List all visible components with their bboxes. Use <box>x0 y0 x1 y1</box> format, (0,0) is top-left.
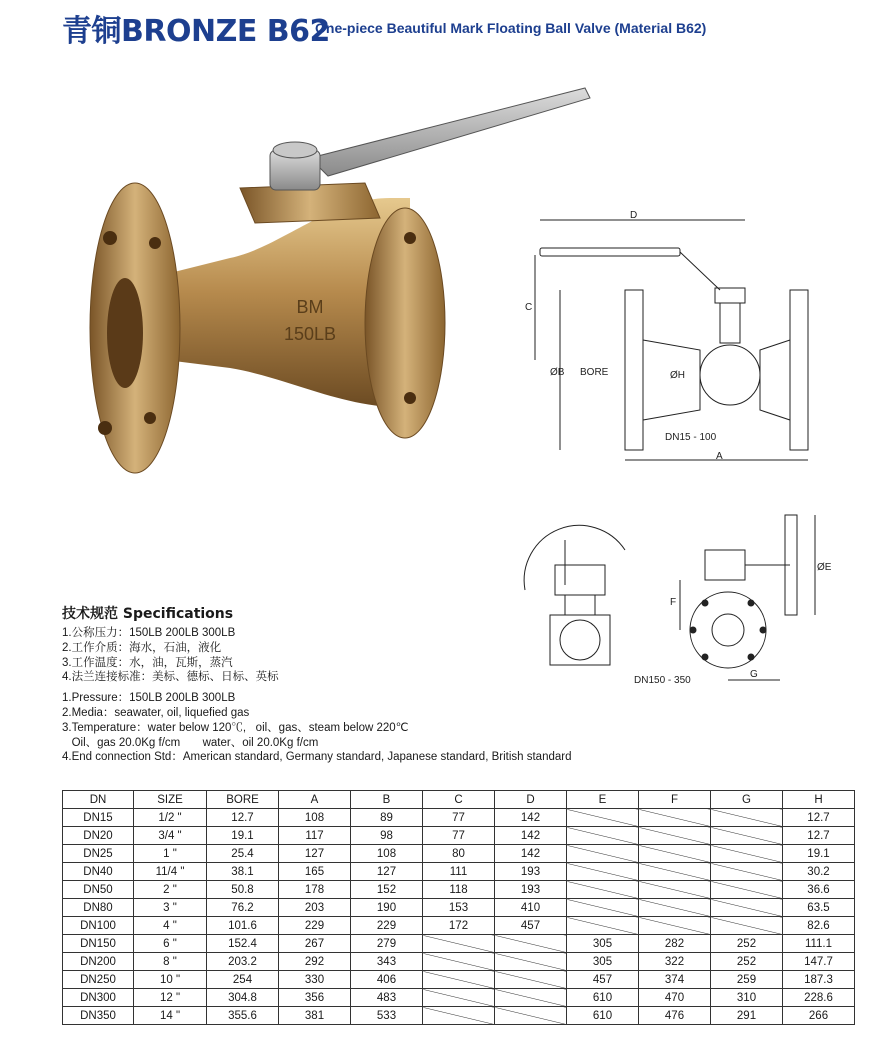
table-cell: 533 <box>351 1007 423 1025</box>
table-header-row <box>63 791 855 809</box>
table-row <box>63 863 855 881</box>
table-row <box>63 935 855 953</box>
column-header-h: H <box>783 791 855 809</box>
column-header-f: F <box>639 791 711 809</box>
table-cell: 165 <box>279 863 351 881</box>
table-cell <box>423 971 495 989</box>
table-cell: 610 <box>567 1007 639 1025</box>
table-cell: DN25 <box>63 845 134 863</box>
dim-b-label: ØB <box>550 367 565 378</box>
table-cell: 291 <box>711 1007 783 1025</box>
table-cell: 1 " <box>134 845 207 863</box>
table-cell: 25.4 <box>207 845 279 863</box>
table-cell <box>639 899 711 917</box>
table-cell <box>495 1007 567 1025</box>
table-cell: DN300 <box>63 989 134 1007</box>
table-cell: 187.3 <box>783 971 855 989</box>
table-cell: DN350 <box>63 1007 134 1025</box>
table-row <box>63 845 855 863</box>
table-cell: 229 <box>351 917 423 935</box>
column-header-d: D <box>495 791 567 809</box>
table-row <box>63 899 855 917</box>
table-cell: 470 <box>639 989 711 1007</box>
table-cell: 292 <box>279 953 351 971</box>
table-cell <box>639 827 711 845</box>
table-cell <box>711 863 783 881</box>
table-cell: 3/4 " <box>134 827 207 845</box>
table-row <box>63 953 855 971</box>
table-cell: 193 <box>495 863 567 881</box>
table-row <box>63 917 855 935</box>
table-cell: 89 <box>351 809 423 827</box>
table-cell: 50.8 <box>207 881 279 899</box>
table-cell <box>423 953 495 971</box>
table-cell: 30.2 <box>783 863 855 881</box>
table-cell: 142 <box>495 809 567 827</box>
spec-en-line: 1.Pressure：150LB 200LB 300LB <box>62 692 236 705</box>
table-cell: 108 <box>279 809 351 827</box>
table-cell: 330 <box>279 971 351 989</box>
body-marking-bm: BM <box>296 297 324 317</box>
table-cell <box>567 899 639 917</box>
table-cell <box>639 809 711 827</box>
dim-h-label: ØH <box>670 370 685 381</box>
table-cell: 1/2 " <box>134 809 207 827</box>
table-cell: 610 <box>567 989 639 1007</box>
table-cell: 19.1 <box>207 827 279 845</box>
specifications-list <box>62 626 571 765</box>
spec-cn-line: 3.工作温度：水，油，瓦斯，蒸汽 <box>62 656 233 669</box>
table-cell: 111.1 <box>783 935 855 953</box>
table-cell: 172 <box>423 917 495 935</box>
table-cell: 356 <box>279 989 351 1007</box>
table-cell: 76.2 <box>207 899 279 917</box>
table-cell: DN100 <box>63 917 134 935</box>
table-cell <box>567 881 639 899</box>
table-cell: 282 <box>639 935 711 953</box>
table-cell: 12.7 <box>783 827 855 845</box>
table-cell: 343 <box>351 953 423 971</box>
table-cell: 310 <box>711 989 783 1007</box>
table-cell: 117 <box>279 827 351 845</box>
table-cell: 98 <box>351 827 423 845</box>
table-body <box>63 809 855 1025</box>
table-cell: 381 <box>279 1007 351 1025</box>
table-row <box>63 827 855 845</box>
table-cell <box>711 845 783 863</box>
table-cell <box>567 845 639 863</box>
table-cell: 153 <box>423 899 495 917</box>
gear-side-diagram <box>630 505 840 685</box>
table-cell: 252 <box>711 953 783 971</box>
table-cell: 77 <box>423 827 495 845</box>
dim-d-label: D <box>630 210 638 221</box>
table-row <box>63 809 855 827</box>
table-cell: 254 <box>207 971 279 989</box>
table-cell <box>567 827 639 845</box>
table-cell: 203 <box>279 899 351 917</box>
table-row <box>63 881 855 899</box>
dim-e-label: ØE <box>817 562 832 573</box>
column-header-e: E <box>567 791 639 809</box>
table-cell: 108 <box>351 845 423 863</box>
table-cell: 19.1 <box>783 845 855 863</box>
spec-en-line: 4.End connection Std：American standard, Germany standard, Japanese standard, British standard <box>62 751 572 764</box>
dim-f-label: F <box>670 597 677 608</box>
table-cell: 152 <box>351 881 423 899</box>
dim-c-label: C <box>525 302 533 313</box>
column-header-g: G <box>711 791 783 809</box>
table-cell: 457 <box>567 971 639 989</box>
table-cell: 4 " <box>134 917 207 935</box>
table-cell: DN50 <box>63 881 134 899</box>
table-cell <box>639 863 711 881</box>
table-cell: 483 <box>351 989 423 1007</box>
dimension-table <box>62 790 855 1025</box>
spec-cn-line: 1.公称压力：150LB 200LB 300LB <box>62 627 236 639</box>
side-view-diagram <box>520 210 820 465</box>
table-cell: 111 <box>423 863 495 881</box>
table-cell: 127 <box>351 863 423 881</box>
table-cell: 322 <box>639 953 711 971</box>
table-cell: 12.7 <box>783 809 855 827</box>
table-cell <box>711 881 783 899</box>
table-cell: 406 <box>351 971 423 989</box>
column-header-size: SIZE <box>134 791 207 809</box>
table-cell <box>495 935 567 953</box>
table-cell: 10 " <box>134 971 207 989</box>
spec-cn-line: 2.工作介质：海水，石油，液化 <box>62 641 222 654</box>
table-cell <box>495 953 567 971</box>
table-cell: 127 <box>279 845 351 863</box>
table-cell: 305 <box>567 953 639 971</box>
table-cell: DN80 <box>63 899 134 917</box>
spec-en-line: 3.Temperature：water below 120℃, oil、gas、steam below 220℃ <box>62 721 409 734</box>
table-cell: DN150 <box>63 935 134 953</box>
column-header-b: B <box>351 791 423 809</box>
table-cell: 374 <box>639 971 711 989</box>
table-cell: 252 <box>711 935 783 953</box>
table-cell: 6 " <box>134 935 207 953</box>
table-cell: DN200 <box>63 953 134 971</box>
table-cell: 80 <box>423 845 495 863</box>
table-cell: 118 <box>423 881 495 899</box>
table-cell: 63.5 <box>783 899 855 917</box>
body-marking-150lb: 150LB <box>283 324 337 344</box>
table-cell: 193 <box>495 881 567 899</box>
column-header-bore: BORE <box>207 791 279 809</box>
page-title: 青铜BRONZE B62 <box>62 14 330 49</box>
table-cell <box>711 899 783 917</box>
table-cell: 3 " <box>134 899 207 917</box>
spec-en-line: Oil、gas 20.0Kg f/cm water、oil 20.0Kg f/cm <box>62 736 319 749</box>
table-cell: 178 <box>279 881 351 899</box>
dim-bore-label: BORE <box>580 367 609 378</box>
table-cell: 457 <box>495 917 567 935</box>
specifications-heading: 技术规范 Specifications <box>62 606 234 622</box>
table-row <box>63 1007 855 1025</box>
gear-view-range: DN150 - 350 <box>634 675 691 685</box>
table-cell <box>567 863 639 881</box>
table-cell: 77 <box>423 809 495 827</box>
table-cell: 229 <box>279 917 351 935</box>
table-cell: 11/4 " <box>134 863 207 881</box>
table-cell: 101.6 <box>207 917 279 935</box>
table-cell: 190 <box>351 899 423 917</box>
page-subtitle: One-piece Beautiful Mark Floating Ball Valve (Material B62) <box>315 20 707 36</box>
table-cell <box>567 809 639 827</box>
column-header-a: A <box>279 791 351 809</box>
table-cell: 147.7 <box>783 953 855 971</box>
table-cell <box>639 917 711 935</box>
table-cell <box>495 989 567 1007</box>
table-cell <box>711 809 783 827</box>
table-cell: 305 <box>567 935 639 953</box>
table-cell: 142 <box>495 845 567 863</box>
table-cell <box>495 971 567 989</box>
table-cell <box>639 845 711 863</box>
dim-g-label: G <box>750 669 758 680</box>
table-cell: 267 <box>279 935 351 953</box>
table-cell: DN250 <box>63 971 134 989</box>
table-cell: 259 <box>711 971 783 989</box>
table-cell <box>711 827 783 845</box>
table-cell: 228.6 <box>783 989 855 1007</box>
table-cell: 82.6 <box>783 917 855 935</box>
table-cell <box>423 1007 495 1025</box>
table-cell: DN40 <box>63 863 134 881</box>
table-cell: 476 <box>639 1007 711 1025</box>
table-cell: 355.6 <box>207 1007 279 1025</box>
spec-en-line: 2.Media：seawater, oil, liquefied gas <box>62 706 250 719</box>
side-view-range: DN15 - 100 <box>665 432 717 443</box>
table-cell <box>423 935 495 953</box>
table-cell: 12 " <box>134 989 207 1007</box>
table-cell: 266 <box>783 1007 855 1025</box>
column-header-dn: DN <box>63 791 134 809</box>
column-header-c: C <box>423 791 495 809</box>
table-cell: DN15 <box>63 809 134 827</box>
table-cell: 2 " <box>134 881 207 899</box>
table-cell <box>639 881 711 899</box>
table-cell: 304.8 <box>207 989 279 1007</box>
table-cell: 152.4 <box>207 935 279 953</box>
table-cell: DN20 <box>63 827 134 845</box>
table-row <box>63 989 855 1007</box>
table-cell: 12.7 <box>207 809 279 827</box>
table-cell: 36.6 <box>783 881 855 899</box>
table-cell <box>567 917 639 935</box>
table-cell: 142 <box>495 827 567 845</box>
table-cell: 203.2 <box>207 953 279 971</box>
table-cell <box>711 917 783 935</box>
spec-cn-line: 4.法兰连接标准：美标、德标、日标、英标 <box>62 671 279 684</box>
table-cell: 38.1 <box>207 863 279 881</box>
table-cell: 410 <box>495 899 567 917</box>
dim-a-label: A <box>716 451 723 462</box>
table-cell: 14 " <box>134 1007 207 1025</box>
table-cell: 8 " <box>134 953 207 971</box>
table-cell <box>423 989 495 1007</box>
table-cell: 279 <box>351 935 423 953</box>
table-row <box>63 971 855 989</box>
